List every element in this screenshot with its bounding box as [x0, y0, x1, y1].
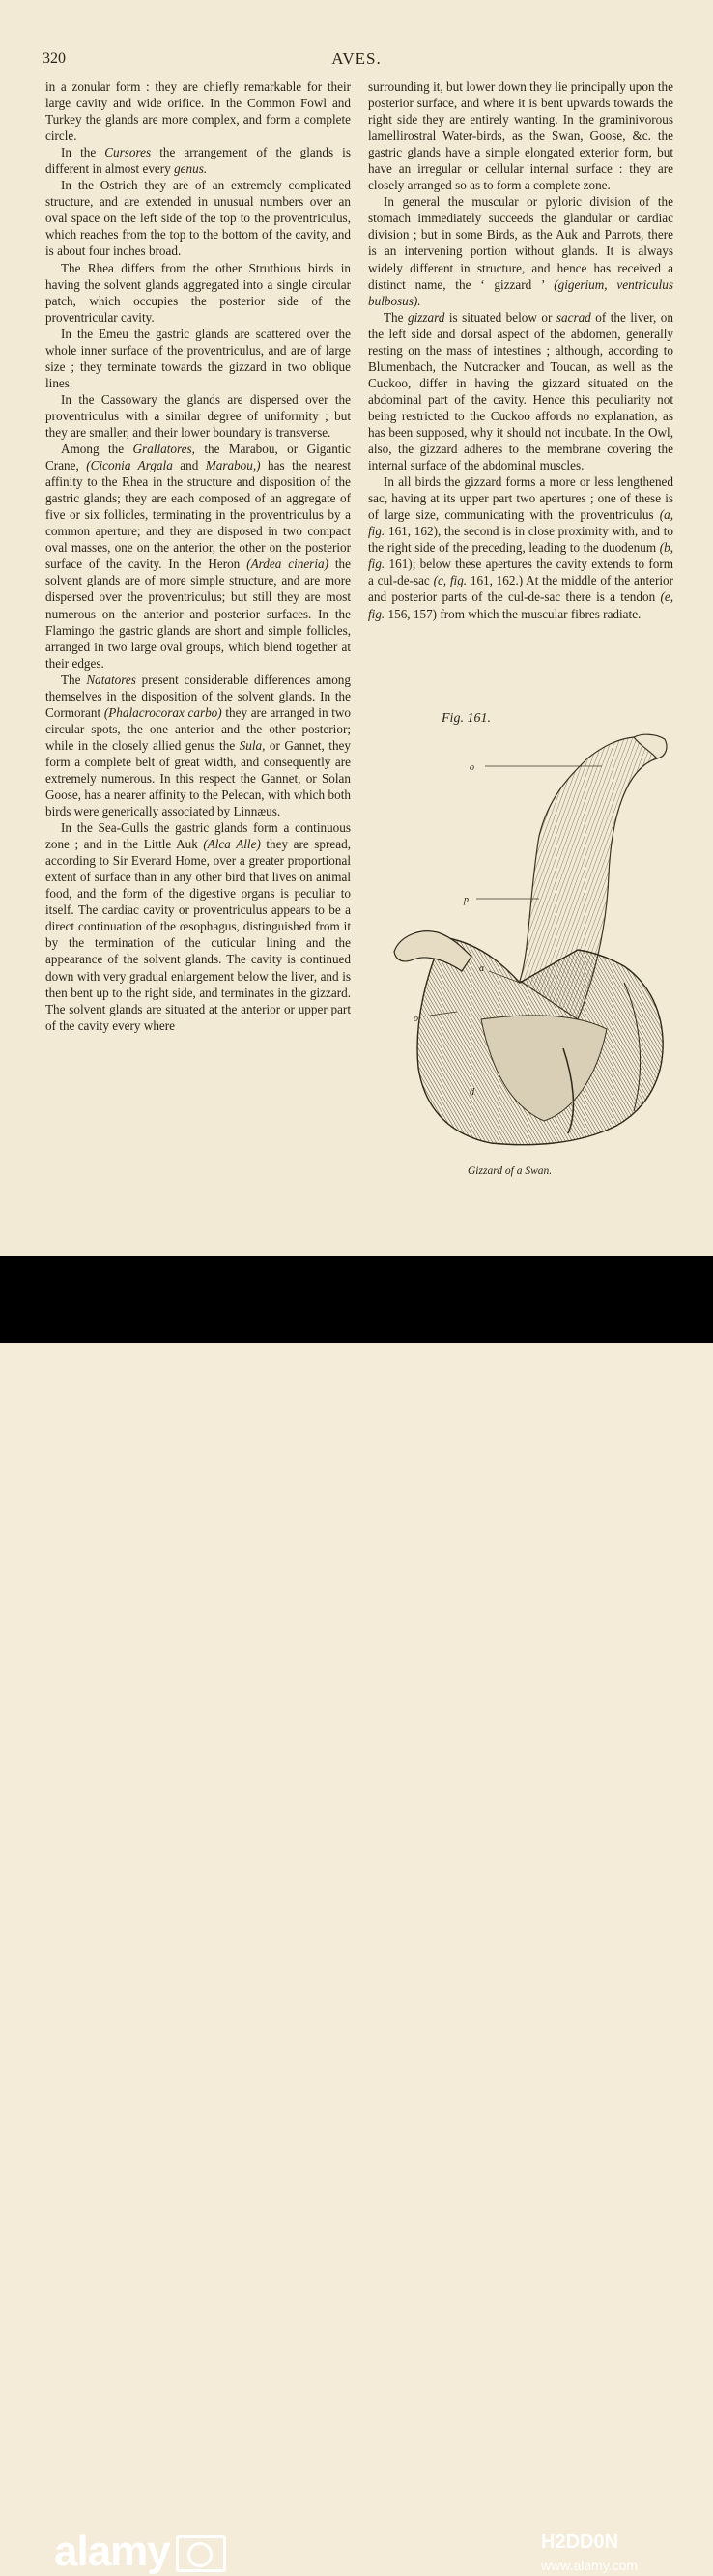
italic-text: Cursores [104, 145, 152, 160]
page-number: 320 [43, 50, 66, 67]
text-run: The [384, 309, 408, 325]
text-run: Among the [61, 442, 133, 457]
paragraph [368, 78, 673, 193]
text-run: they are spread, according to Sir Everard Home, over a greater proportional extent of surface than in any other bird that lives on animal food, and the form of the digestive organs is peculiar to itself. The cardiac cavity or proventriculus appears to be a direct continuation of the œsophagus, distinguished from it by the termination of the cuticular lining and the appearance of the solvent glands. The cavity is continued down with very gradual enlargement below the liver, and is then bent up to the right side, and terminates in the gizzard. The solvent glands are situated at the anterior or upper part of the cavity every where [45, 837, 351, 1033]
camera-icon [176, 2535, 226, 2572]
text-run: 156, 157) from which the muscular fibres radiate. [385, 606, 642, 621]
text-run: In the Emeu the gastric glands are scattered over the whole inner surface of the proventriculus, and are of large size ; they terminate towards the gizzard in two oblique lines. [45, 326, 351, 390]
image-id: H2DD0N [541, 2532, 619, 2553]
italic-text: Marabou,) [205, 458, 261, 473]
text-run: In the Sea-Gulls the gastric glands form a continuous zone ; and in the Little Auk [45, 820, 351, 852]
text-run: present considerable differences among themselves in the disposition of the solvent glands. In the Cormorant [45, 672, 351, 720]
text-run: 161, 162.) At the middle of the anterior and posterior parts of the cul-de-sac there is a tendon [368, 573, 673, 605]
italic-text: (c, fig. [433, 573, 468, 588]
paragraph [368, 193, 673, 308]
italic-text: (Ardea cineria) [246, 557, 328, 572]
paragraph [45, 144, 351, 177]
text-run: In the Cassowary the glands are dispersed over the proventriculus with a similar degree of uniformity ; but they are smaller, and their lower boundary is transverse. [45, 391, 351, 440]
italic-text: (a, fig. [368, 507, 673, 539]
text-run: In the Ostrich they are of an extremely complicated structure, and are extended in unusual numbers over an oval space on the left side of the top to the proventriculus, which reaches from the top to the bottom of the cavity, and is about four inches broad. [45, 178, 351, 259]
text-run: the arrangement of the glands is different in almost every [45, 145, 351, 177]
paragraph [45, 672, 351, 819]
text-run: the Marabou, or Gigantic Crane, [45, 442, 351, 473]
text-run: the solvent glands are of more simple structure, and are more dispersed over the proventriculus; but still they are most numerous on the anterior and posterior surfaces. In the Flamingo the gastric glands are short and simple follicles, arranged in two large oval groups, which blend together at their edges. [45, 557, 351, 671]
paragraph [45, 391, 351, 441]
text-run: is situated below or [444, 309, 556, 325]
paragraph [45, 177, 351, 259]
text-run: or Gannet, they form a complete belt of great width, and consequently are extremely numerous. In this respect the Gannet, or Solan Goose, has a nearer affinity to the Pelecan, with which both birds were generically associated by Linnæus. [45, 737, 351, 819]
italic-text: Grallatores, [132, 442, 195, 457]
figure-letter-a: a [479, 963, 484, 974]
text-run: they are arranged in two circular spots, the one anterior and the other posterior; while in the closely allied genus the [45, 704, 351, 753]
gizzard-illustration [385, 730, 674, 1155]
figure-letter-o-top: o [470, 762, 474, 773]
text-run: and [172, 458, 206, 473]
paragraph [45, 78, 351, 144]
paragraph [45, 819, 351, 1034]
text-run: In the [61, 145, 105, 160]
italic-text: (b, fig. [368, 540, 673, 572]
text-run: In general the muscular or pyloric division of the stomach immediately succeeds the glandular or cardiac division ; but in some Birds, as the Auk and Parrots, there is an intervening portion without glands. It is always widely different in structure, and hence has received a distinct name, the ‘ gizzard ’ [368, 194, 673, 292]
right-column [368, 78, 673, 622]
text-run: of the liver, on the left side and dorsal aspect of the abdomen, generally resting on the mass of intestines ; although, according to Blumenbach, the Nutcracker and Toucan, as well as the Cuckoo, differ in having the gizzard situated on the abdominal part of the cavity. Hence this peculiarity not being restricted to the Cuckoo affords no explanation, as has been supposed, why it should not incubate. In the Owl, also, the gizzard adheres to the membrane covering the internal surface of the abdominal muscles. [368, 309, 673, 473]
italic-text: (Ciconia Argala [86, 458, 173, 473]
text-run: The Rhea differs from the other Struthious birds in having the solvent glands aggregated into a single circular patch, which occupies the posterior side of the proventricular cavity. [45, 260, 351, 325]
italic-text: gizzard [408, 309, 445, 325]
italic-text: Natatores [86, 672, 136, 687]
italic-text: (Phalacrocorax carbo) [103, 704, 222, 720]
alamy-logo: alamy [54, 2528, 226, 2576]
watermark-footer [0, 1256, 713, 2575]
italic-text: Sula, [239, 737, 266, 753]
paragraph [45, 326, 351, 391]
figure-caption: Gizzard of a Swan. [468, 1165, 553, 1177]
paragraph [368, 309, 673, 473]
image-id-block [541, 2532, 638, 2573]
paragraph [45, 441, 351, 672]
italic-text: genus. [174, 161, 208, 177]
text-run: has the nearest affinity to the Rhea in the structure and disposition of the gastric glands; they are each composed of an aggregate of five or six follicles, terminating in the proventriculus by a common aperture; and they are disposed in two compact oval masses, one on the anterior, the other on the posterior surface of the cavity. In the Heron [45, 458, 351, 572]
source-url: www.alamy.com [541, 2558, 639, 2573]
figure-label: Fig. 161. [442, 711, 491, 726]
figure-letter-o-left: o [414, 1014, 418, 1024]
text-run: surrounding it, but lower down they lie principally upon the posterior surface, and where it is bent upwards towards the right side they are entirely wanting. In the graminivorous lamellirostral Water-birds, as the Swan, Goose, &c. the gastric glands have a simple elongated exterior form, but have an irregular or cellular internal surface : they are closely arranged so as to form a complete zone. [368, 79, 673, 193]
figure-letter-d: d [470, 1087, 474, 1098]
italic-text: (e, fig. [368, 589, 673, 621]
paragraph [45, 260, 351, 326]
text-run: 161); below these apertures the cavity extends to form a cul-de-sac [368, 557, 673, 588]
paragraph [368, 473, 673, 621]
text-run: in a zonular form : they are chiefly remarkable for their large cavity and wide orifice. In the Common Fowl and Turkey the glands are more complex, and form a complete circle. [45, 79, 351, 144]
text-run: The [61, 672, 87, 687]
figure-letter-p: p [464, 895, 469, 905]
text-run: In all birds the gizzard forms a more or less lengthened sac, having at its upper part two apertures ; one of these is of large size, communicating with the proventriculus [368, 474, 673, 523]
document-page [0, 0, 713, 1256]
italic-text: (Alca Alle) [203, 837, 261, 852]
running-title: AVES. [331, 49, 382, 68]
left-column [45, 78, 351, 1034]
italic-text: sacrad [556, 309, 591, 325]
text-run: 161, 162), the second is in close proximity with, and to the right side of the preceding, leading to the duodenum [368, 524, 673, 556]
italic-text: (gigerium, ventriculus bulbosus). [368, 276, 673, 308]
